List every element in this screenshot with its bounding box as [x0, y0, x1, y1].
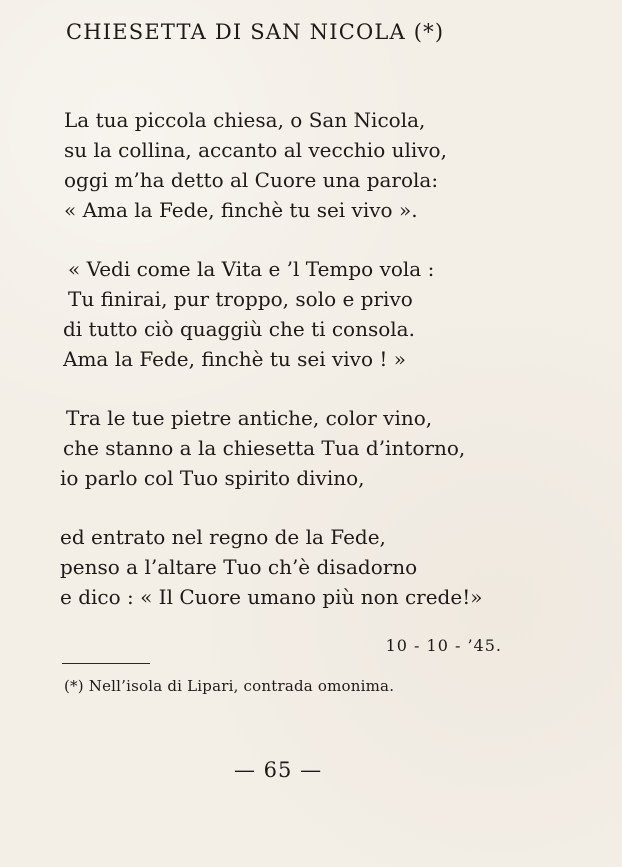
poem-line: La tua piccola chiesa, o San Nicola, — [64, 108, 426, 132]
poem-line: Tu finirai, pur troppo, solo e privo — [68, 287, 413, 311]
poem-line: Ama la Fede, finchè tu sei vivo ! » — [63, 347, 406, 371]
poem-date: 10 - 10 - ’45. — [385, 636, 502, 655]
poem-line: Tra le tue pietre antiche, color vino, — [66, 406, 433, 430]
stanza-4 — [60, 522, 530, 612]
poem-body — [60, 105, 530, 612]
page-number: — 65 — — [234, 758, 323, 782]
poem-line: penso a l’altare Tuo ch’è disadorno — [60, 555, 418, 579]
poem-line: e dico : « Il Cuore umano più non crede!» — [60, 585, 483, 609]
poem-line: di tutto ciò quaggiù che ti consola. — [63, 317, 415, 341]
stanza-1 — [60, 105, 530, 225]
poem-title: CHIESETTA DI SAN NICOLA (*) — [66, 20, 445, 44]
stanza-3 — [60, 403, 530, 493]
poem-line: io parlo col Tuo spirito divino, — [60, 466, 365, 490]
poem-line: « Ama la Fede, finchè tu sei vivo ». — [64, 198, 418, 222]
footnote: (*) Nell’isola di Lipari, contrada omonima. — [64, 677, 395, 695]
stanza-2 — [60, 254, 530, 374]
poem-line: che stanno a la chiesetta Tua d’intorno, — [63, 436, 466, 460]
poem-line: su la collina, accanto al vecchio ulivo, — [64, 138, 447, 162]
poem-line: ed entrato nel regno de la Fede, — [60, 525, 386, 549]
poem-line: oggi m’ha detto al Cuore una parola: — [64, 168, 439, 192]
footnote-divider — [62, 663, 150, 664]
poem-line: « Vedi come la Vita e ’l Tempo vola : — [68, 257, 435, 281]
